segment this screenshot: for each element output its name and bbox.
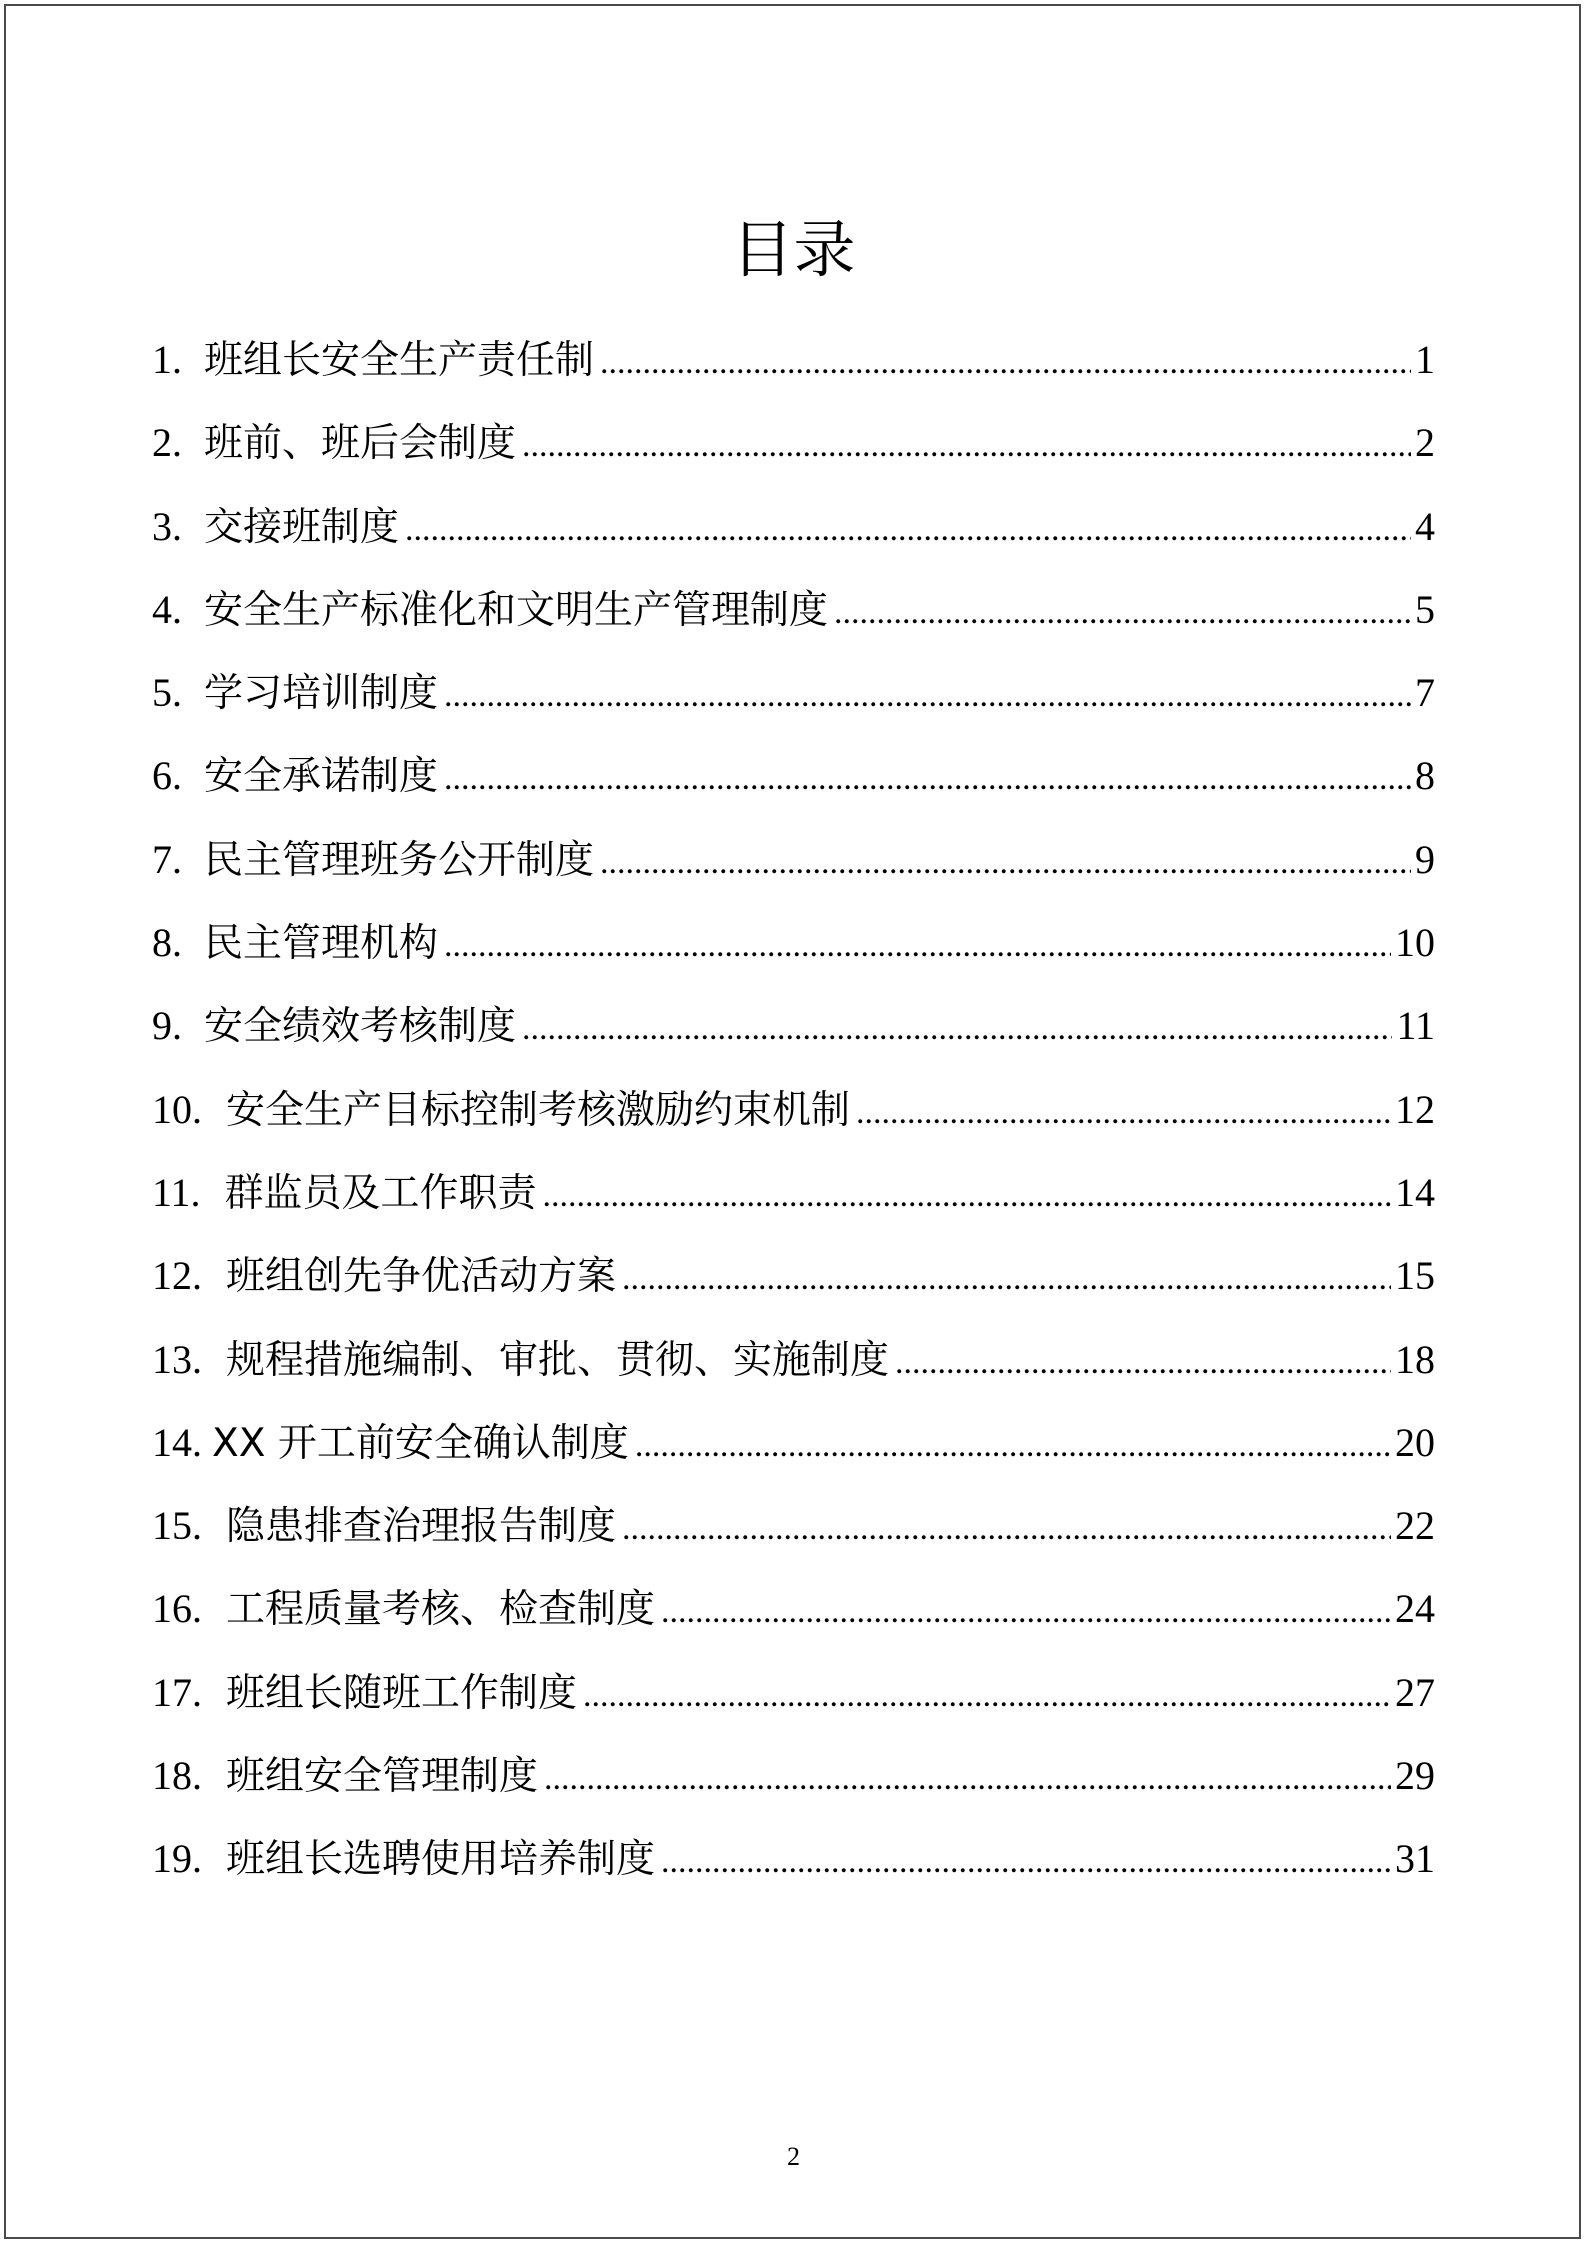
toc-entry-title: 安全承诺制度	[204, 754, 439, 800]
toc-entry-title: 安全生产标准化和文明生产管理制度	[204, 587, 829, 633]
toc-leader-dots	[444, 904, 1391, 987]
toc-entry[interactable]	[152, 568, 1435, 651]
toc-entry-title: 安全生产目标控制考核激励约束机制	[226, 1087, 851, 1133]
toc-leader-dots	[856, 1071, 1391, 1154]
page-number: 2	[787, 2142, 800, 2171]
toc-entry-page: 15	[1395, 1253, 1435, 1299]
toc-entry[interactable]	[152, 485, 1435, 568]
toc-entry-number: 11.	[152, 1169, 201, 1215]
toc-entry-title: 民主管理班务公开制度	[204, 837, 595, 883]
toc-entry-number: 12.	[152, 1253, 202, 1299]
toc-entry-title: 群监员及工作职责	[224, 1170, 537, 1216]
toc-leader-dots	[544, 1737, 1391, 1820]
toc-entry[interactable]	[152, 901, 1435, 984]
toc-entry[interactable]	[152, 1817, 1435, 1900]
toc-entry-number: 2.	[152, 420, 182, 466]
toc-entry-page: 12	[1395, 1086, 1435, 1132]
toc-leader-dots	[622, 1487, 1391, 1570]
toc-list	[152, 318, 1435, 1901]
toc-leader-dots	[543, 1154, 1391, 1237]
toc-entry-page: 27	[1395, 1669, 1435, 1715]
toc-entry-title: 班前、班后会制度	[204, 421, 517, 467]
toc-entry[interactable]	[152, 1401, 1435, 1484]
toc-entry-number: 13.	[152, 1336, 202, 1382]
toc-entry-title: 学习培训制度	[204, 671, 439, 717]
toc-entry[interactable]	[152, 651, 1435, 734]
toc-entry-title: 班组创先争优活动方案	[226, 1254, 617, 1300]
toc-entry-page: 14	[1395, 1169, 1435, 1215]
toc-entry-number: 9.	[152, 1003, 182, 1049]
toc-entry[interactable]	[152, 1151, 1435, 1234]
toc-entry[interactable]	[152, 984, 1435, 1067]
toc-entry-page: 9	[1415, 836, 1435, 882]
toc-entry-page: 31	[1395, 1836, 1435, 1882]
toc-entry-number: 16.	[152, 1586, 202, 1632]
toc-entry-title: 班组长安全生产责任制	[204, 338, 595, 383]
toc-leader-dots	[600, 321, 1411, 404]
toc-entry-page: 7	[1415, 670, 1435, 716]
toc-leader-dots	[522, 987, 1392, 1070]
toc-entry[interactable]	[152, 1234, 1435, 1317]
toc-entry-number: 14.	[152, 1419, 202, 1465]
toc-entry-page: 8	[1415, 753, 1435, 799]
toc-entry[interactable]	[152, 1484, 1435, 1567]
toc-entry-page: 2	[1415, 420, 1435, 466]
toc-entry-number: 7.	[152, 836, 182, 882]
toc-leader-dots	[583, 1654, 1391, 1737]
toc-entry-number: 17.	[152, 1669, 202, 1715]
toc-leader-dots	[600, 821, 1411, 904]
toc-entry-number: 10.	[152, 1086, 202, 1132]
toc-entry-title: 班组安全管理制度	[226, 1754, 539, 1800]
toc-entry-page: 4	[1415, 503, 1435, 549]
toc-entry-number: 1.	[152, 337, 182, 382]
toc-entry[interactable]	[152, 401, 1435, 484]
toc-entry-title: XX 开工前安全确认制度	[212, 1420, 629, 1466]
toc-entry-number: 18.	[152, 1753, 202, 1799]
toc-entry-number: 15.	[152, 1503, 202, 1549]
toc-entry-number: 4.	[152, 586, 182, 632]
toc-entry[interactable]	[152, 1068, 1435, 1151]
toc-title: 目录	[731, 213, 856, 286]
toc-entry-title: 规程措施编制、审批、贯彻、实施制度	[226, 1337, 890, 1383]
toc-entry-number: 19.	[152, 1836, 202, 1882]
toc-leader-dots	[444, 737, 1411, 820]
toc-entry[interactable]	[152, 1734, 1435, 1817]
toc-entry[interactable]	[152, 818, 1435, 901]
toc-entry-title: 工程质量考核、检查制度	[226, 1587, 656, 1633]
toc-entry-page: 29	[1395, 1753, 1435, 1799]
toc-entry[interactable]	[152, 734, 1435, 817]
toc-entry-page: 11	[1396, 1003, 1435, 1049]
toc-entry-title: 民主管理机构	[204, 921, 439, 967]
toc-entry-title: 隐患排查治理报告制度	[226, 1504, 617, 1550]
toc-entry-page: 22	[1395, 1503, 1435, 1549]
toc-leader-dots	[661, 1570, 1391, 1653]
toc-leader-dots	[522, 404, 1411, 487]
toc-entry-page: 1	[1415, 337, 1435, 382]
toc-leader-dots	[661, 1820, 1391, 1903]
toc-entry-title: 安全绩效考核制度	[204, 1004, 517, 1050]
toc-entry-number: 8.	[152, 920, 182, 966]
toc-entry-number: 3.	[152, 503, 182, 549]
toc-leader-dots	[895, 1321, 1391, 1404]
toc-entry[interactable]	[152, 1567, 1435, 1650]
toc-entry[interactable]	[152, 1651, 1435, 1734]
toc-entry[interactable]	[152, 1318, 1435, 1401]
toc-entry-page: 10	[1395, 920, 1435, 966]
toc-leader-dots	[622, 1237, 1391, 1320]
toc-entry-title: 班组长选聘使用培养制度	[226, 1837, 656, 1883]
toc-leader-dots	[834, 571, 1411, 654]
toc-leader-dots	[635, 1404, 1391, 1487]
toc-entry-page: 18	[1395, 1336, 1435, 1382]
toc-entry-page: 24	[1395, 1586, 1435, 1632]
toc-entry-page: 20	[1395, 1419, 1435, 1465]
toc-entry-page: 5	[1415, 586, 1435, 632]
toc-entry-number: 5.	[152, 670, 182, 716]
toc-entry[interactable]	[152, 318, 1435, 401]
toc-entry-number: 6.	[152, 753, 182, 799]
toc-leader-dots	[444, 654, 1411, 737]
toc-entry-title: 交接班制度	[204, 504, 400, 550]
toc-leader-dots	[405, 488, 1411, 571]
toc-entry-title: 班组长随班工作制度	[226, 1670, 578, 1716]
